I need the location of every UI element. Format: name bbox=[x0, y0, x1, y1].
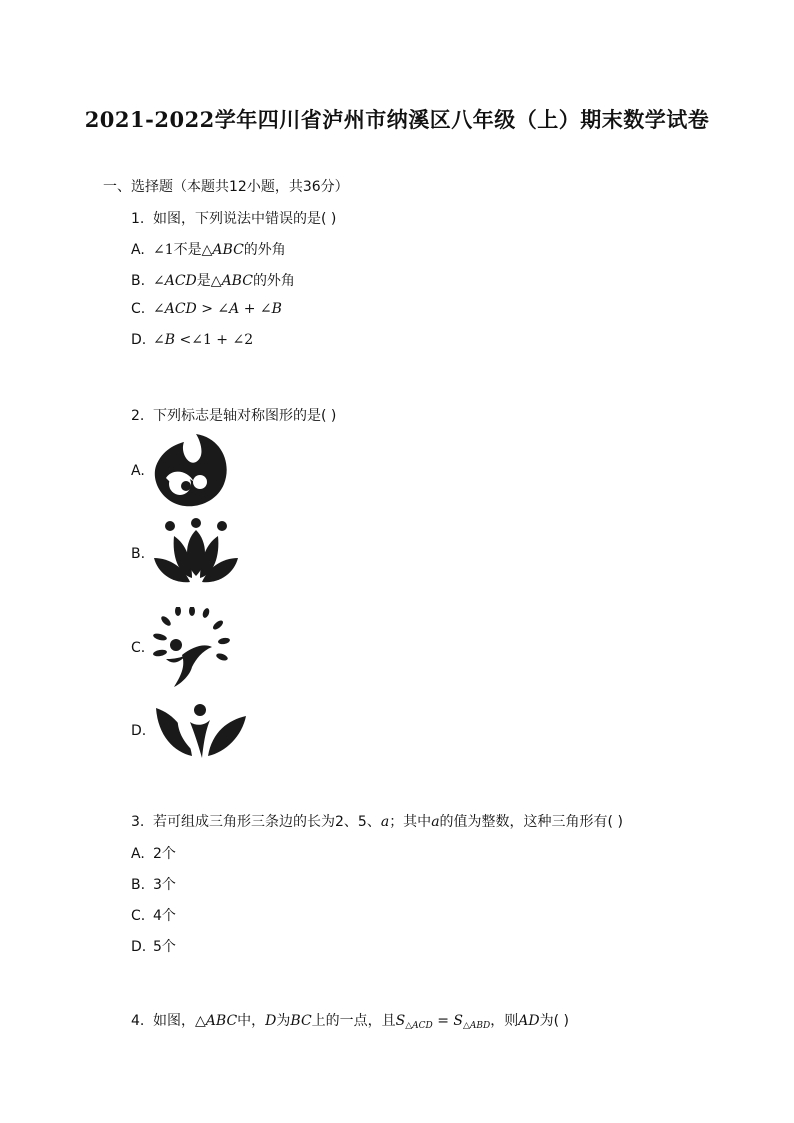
question-number: 1. bbox=[131, 211, 145, 227]
q1-option-a bbox=[131, 239, 286, 259]
option-label: C. bbox=[131, 301, 146, 317]
leaves-figure-logo-icon bbox=[152, 700, 248, 760]
q1-option-b bbox=[131, 270, 295, 290]
question-stem: ，则 bbox=[490, 1013, 519, 1029]
math-var: BC bbox=[290, 1013, 312, 1029]
option-label: C. bbox=[131, 908, 146, 924]
math-var: a bbox=[431, 814, 440, 830]
section-heading: 一、选择题（本题共12小题，共36分） bbox=[103, 179, 349, 195]
question-stem: 中， bbox=[237, 1013, 266, 1029]
math-text: ∠1 bbox=[153, 242, 174, 258]
option-label: B. bbox=[131, 273, 146, 289]
math-var: B bbox=[271, 301, 282, 317]
math-text: + ∠ bbox=[239, 301, 272, 317]
math-var: S bbox=[395, 1013, 406, 1029]
option-text: 的外角 bbox=[243, 242, 286, 258]
math-text: ∠ bbox=[153, 332, 165, 348]
math-text: △ bbox=[201, 242, 213, 258]
option-text: 不是 bbox=[173, 242, 202, 258]
question-stem: ；其中 bbox=[389, 814, 432, 830]
math-var: a bbox=[380, 814, 390, 830]
question-number: 3. bbox=[131, 814, 145, 830]
q3-option-b bbox=[131, 874, 176, 894]
question-3 bbox=[131, 811, 623, 831]
math-subscript: △ABD bbox=[463, 1021, 491, 1031]
q2-option-c-label: C. bbox=[131, 640, 146, 656]
math-var: ABC bbox=[205, 1013, 238, 1029]
option-text: 是 bbox=[196, 273, 211, 289]
option-text: 5个 bbox=[153, 939, 176, 955]
math-text: = bbox=[432, 1013, 454, 1029]
q2-option-a-label: A. bbox=[131, 463, 145, 479]
q2-option-d-label: D. bbox=[131, 723, 147, 739]
math-var: ABC bbox=[212, 242, 244, 258]
option-text: 2个 bbox=[153, 846, 176, 862]
math-text: > ∠ bbox=[196, 301, 230, 317]
q1-option-c bbox=[131, 301, 282, 317]
math-text: △ bbox=[195, 1013, 206, 1029]
option-label: A. bbox=[131, 242, 145, 258]
lotus-logo-icon bbox=[152, 518, 240, 590]
math-var: ACD bbox=[164, 301, 197, 317]
option-label: A. bbox=[131, 846, 145, 862]
q1-option-d bbox=[131, 332, 253, 348]
question-stem: 为( ) bbox=[539, 1013, 569, 1029]
question-stem: 上的一点，且 bbox=[311, 1013, 396, 1029]
question-number: 2. bbox=[131, 408, 145, 424]
math-text: △ bbox=[210, 273, 222, 289]
question-1 bbox=[131, 208, 336, 228]
question-stem: 如图， bbox=[153, 1013, 195, 1029]
question-stem: 为 bbox=[276, 1013, 291, 1029]
question-2 bbox=[131, 405, 336, 425]
crescent-birds-logo-icon bbox=[152, 432, 232, 510]
question-number: 4. bbox=[131, 1013, 145, 1029]
q3-option-a bbox=[131, 843, 176, 863]
q3-option-c bbox=[131, 905, 176, 925]
question-stem: 若可组成三角形三条边的长为2、5、 bbox=[153, 814, 381, 830]
math-text: <∠1 + ∠2 bbox=[175, 332, 254, 348]
math-var: AD bbox=[518, 1013, 540, 1029]
option-text: 的外角 bbox=[252, 273, 295, 289]
math-subscript: △ACD bbox=[405, 1021, 433, 1031]
question-stem: 的值为整数，这种三角形有( ) bbox=[439, 814, 623, 830]
math-text: ∠ bbox=[153, 273, 165, 289]
question-stem: 下列标志是轴对称图形的是( ) bbox=[153, 408, 337, 424]
math-var: D bbox=[265, 1013, 277, 1029]
option-label: B. bbox=[131, 877, 146, 893]
math-var: A bbox=[229, 301, 240, 317]
q3-option-d bbox=[131, 936, 176, 956]
q2-option-b-label: B. bbox=[131, 546, 146, 562]
exam-title: 2021-2022学年四川省泸州市纳溪区八年级（上）期末数学试卷 bbox=[84, 107, 710, 132]
option-label: D. bbox=[131, 332, 147, 348]
math-var: B bbox=[164, 332, 176, 348]
option-label: D. bbox=[131, 939, 147, 955]
sun-figure-logo-icon bbox=[152, 607, 232, 689]
math-var: ACD bbox=[164, 273, 197, 289]
math-var: S bbox=[453, 1013, 464, 1029]
option-text: 3个 bbox=[153, 877, 176, 893]
option-text: 4个 bbox=[153, 908, 176, 924]
question-4 bbox=[131, 1010, 569, 1031]
question-stem: 如图，下列说法中错误的是( ) bbox=[153, 211, 337, 227]
math-var: ABC bbox=[221, 273, 253, 289]
math-text: ∠ bbox=[153, 301, 165, 317]
